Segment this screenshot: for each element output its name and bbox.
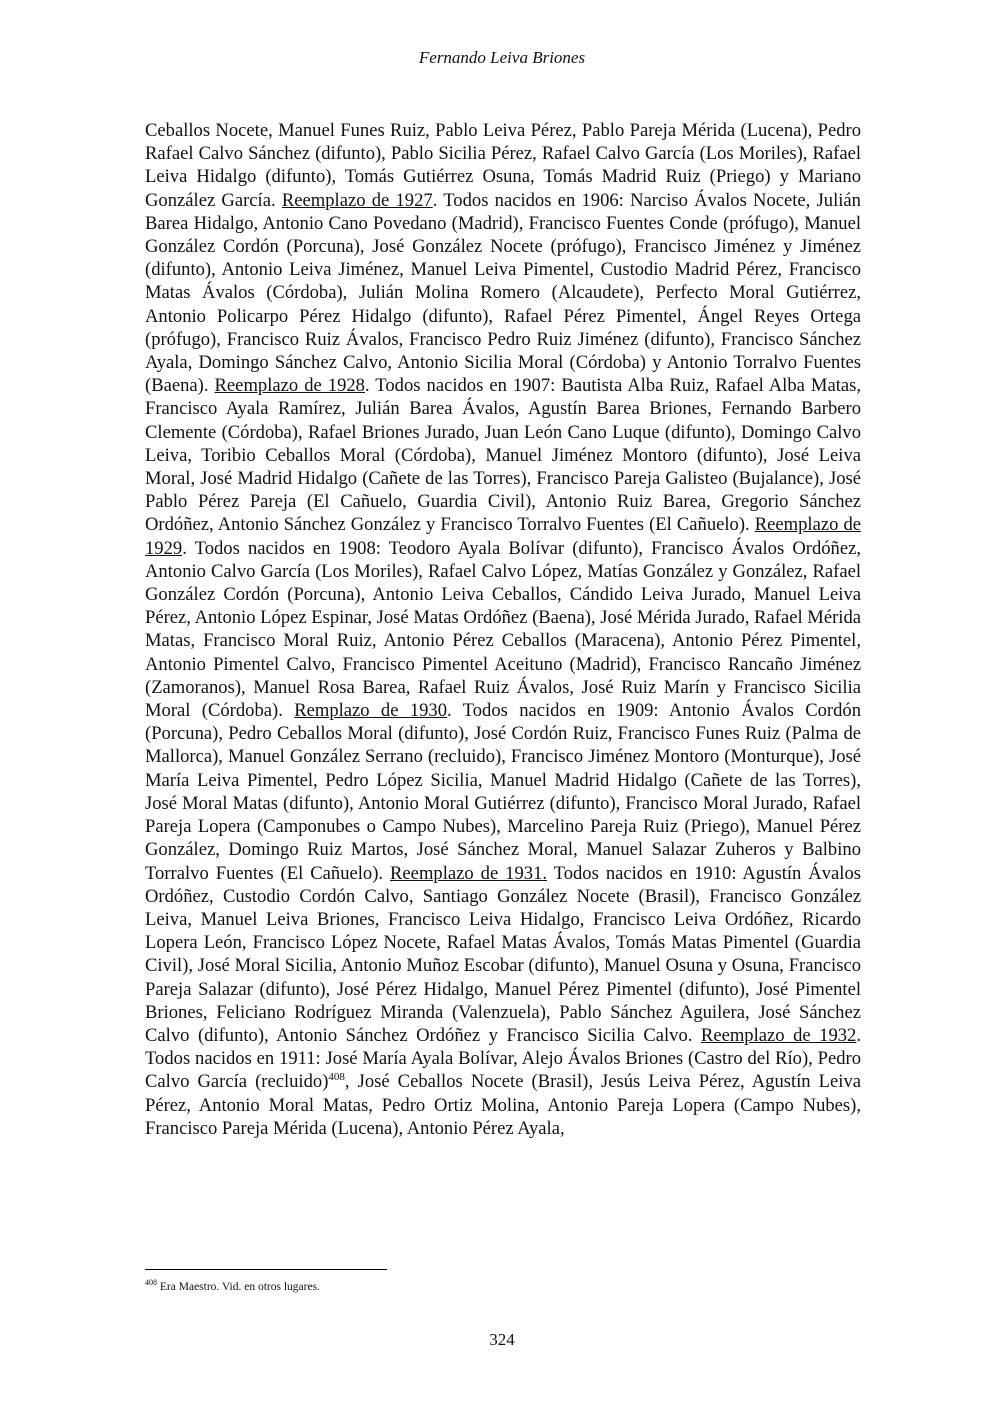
text-segment: . Todos nacidos en 1906: Narciso Ávalos Nocete, Julián Barea Hidalgo, Antonio Cano Povedano (Madrid), Francisco Fuentes Conde (prófugo), Manuel González Cordón (Porcuna), José González Nocete (prófugo), Francisco Jiménez y Jiménez (difunto), Antonio Leiva Jiménez, Manuel Leiva Pimentel, Custodio Madrid Pérez, Francisco Matas Ávalos (Córdoba), Julián Molina Romero (Alcaudete), Perfecto Moral Gutiérrez, Antonio Policarpo Pérez Hidalgo (difunto), Rafael Pérez Pimentel, Ángel Reyes Ortega (prófugo), Francisco Ruiz Ávalos, Francisco Pedro Ruiz Jiménez (difunto), Francisco Sánchez Ayala, Domingo Sánchez Calvo, Antonio Sicilia Moral (Córdoba) y Antonio Torralvo Fuentes (Baena). [145,189,861,397]
footnote-text: Era Maestro. Vid. en otros lugares. [157,1281,320,1293]
text-segment: . Todos nacidos en 1911: José María Ayala Bolívar, Alejo Ávalos Briones (Castro del Río), Pedro Calvo García (recluido) [145,1024,861,1093]
reemplazo-1932-heading: Reemplazo de 1932 [700,1024,857,1046]
footnote-reference[interactable]: 408 [328,1071,345,1084]
reemplazo-1927-heading: Reemplazo de 1927 [281,189,433,211]
running-head: Fernando Leiva Briones [418,48,586,67]
footnote [145,1278,320,1293]
footnote-separator [145,1269,387,1270]
footnote-number: 408 [145,1278,157,1288]
body-paragraph [145,119,861,1140]
text-segment: . Todos nacidos en 1909: Antonio Ávalos Cordón (Porcuna), Pedro Ceballos Moral (difunto), José Cordón Ruiz, Francisco Funes Ruiz (Palma de Mallorca), Manuel González Serrano (recluido), Francisco Jiménez Montoro (Monturque), José María Leiva Pimentel, Pedro López Sicilia, Manuel Madrid Hidalgo (Cañete de las Torres), José Moral Matas (difunto), Antonio Moral Gutiérrez (difunto), Francisco Moral Jurado, Rafael Pareja Lopera (Camponubes o Campo Nubes), Marcelino Pareja Ruiz (Priego), Manuel Pérez González, Domingo Ruiz Martos, José Sánchez Moral, Manuel Salazar Zuheros y Balbino Torralvo Fuentes (El Cañuelo). [145,700,861,884]
text-segment: . Todos nacidos en 1908: Teodoro Ayala Bolívar (difunto), Francisco Ávalos Ordóñez, Antonio Calvo García (Los Moriles), Rafael Calvo López, Matías González y González, Rafael González Cordón (Porcuna), Antonio Leiva Ceballos, Cándido Leiva Jurado, Manuel Leiva Pérez, Antonio López Espinar, José Matas Ordóñez (Baena), José Mérida Jurado, Rafael Mérida Matas, Francisco Moral Ruiz, Antonio Pérez Ceballos (Maracena), Antonio Pérez Pimentel, Antonio Pimentel Calvo, Francisco Pimentel Aceituno (Madrid), Francisco Rancaño Jiménez (Zamoranos), Manuel Rosa Barea, Rafael Ruiz Ávalos, José Ruiz Marín y Francisco Sicilia Moral (Córdoba). [145,537,861,722]
reemplazo-1930-heading: Remplazo de 1930 [294,700,448,722]
text-segment: Ceballos Nocete, Manuel Funes Ruiz, Pablo Leiva Pérez, Pablo Pareja Mérida (Lucena), Pedro Rafael Calvo Sánchez (difunto), Pablo Sicilia Pérez, Rafael Calvo García (Los Moriles), Rafael Leiva Hidalgo (difunto), Tomás Gutiérrez Osuna, Tomás Madrid Ruiz (Priego) y Mariano González García. [145,120,861,211]
text-segment: . Todos nacidos en 1907: Bautista Alba Ruiz, Rafael Alba Matas, Francisco Ayala Ramírez, Julián Barea Ávalos, Agustín Barea Briones, Fernando Barbero Clemente (Córdoba), Rafael Briones Jurado, Juan León Cano Luque (difunto), Domingo Calvo Leiva, Toribio Ceballos Moral (Córdoba), Manuel Jiménez Montoro (difunto), José Leiva Moral, José Madrid Hidalgo (Cañete de las Torres), Francisco Pareja Galisteo (Bujalance), José Pablo Pérez Pareja (El Cañuelo, Guardia Civil), Antonio Ruiz Barea, Gregorio Sánchez Ordóñez, Antonio Sánchez González y Francisco Torralvo Fuentes (El Cañuelo). [145,375,862,536]
reemplazo-1928-heading: Reemplazo de 1928 [214,375,365,397]
reemplazo-1931-heading: Reemplazo de 1931. [390,862,548,884]
text-segment: Todos nacidos en 1910: Agustín Ávalos Ordóñez, Custodio Cordón Calvo, Santiago González Nocete (Brasil), Francisco González Leiva, Manuel Leiva Briones, Francisco Leiva Hidalgo, Francisco Leiva Ordóñez, Ricardo Lopera León, Francisco López Nocete, Rafael Matas Ávalos, Tomás Matas Pimentel (Guardia Civil), José Moral Sicilia, Antonio Muñoz Escobar (difunto), Manuel Osuna y Osuna, Francisco Pareja Salazar (difunto), José Pérez Hidalgo, Manuel Pérez Pimentel (difunto), José Pimentel Briones, Feliciano Rodríguez Miranda (Valenzuela), Pablo Sánchez Aguilera, José Sánchez Calvo (difunto), Antonio Sánchez Ordóñez y Francisco Sicilia Calvo. [145,862,861,1046]
reemplazo-1929-heading: Reemplazo de 1929 [145,514,861,559]
page-number: 324 [489,1330,515,1349]
body-text [145,119,861,1140]
text-segment: , José Ceballos Nocete (Brasil), Jesús Leiva Pérez, Agustín Leiva Pérez, Antonio Moral Matas, Pedro Ortiz Molina, Antonio Pareja Lopera (Campo Nubes), Francisco Pareja Mérida (Lucena), Antonio Pérez Ayala, [145,1071,861,1139]
